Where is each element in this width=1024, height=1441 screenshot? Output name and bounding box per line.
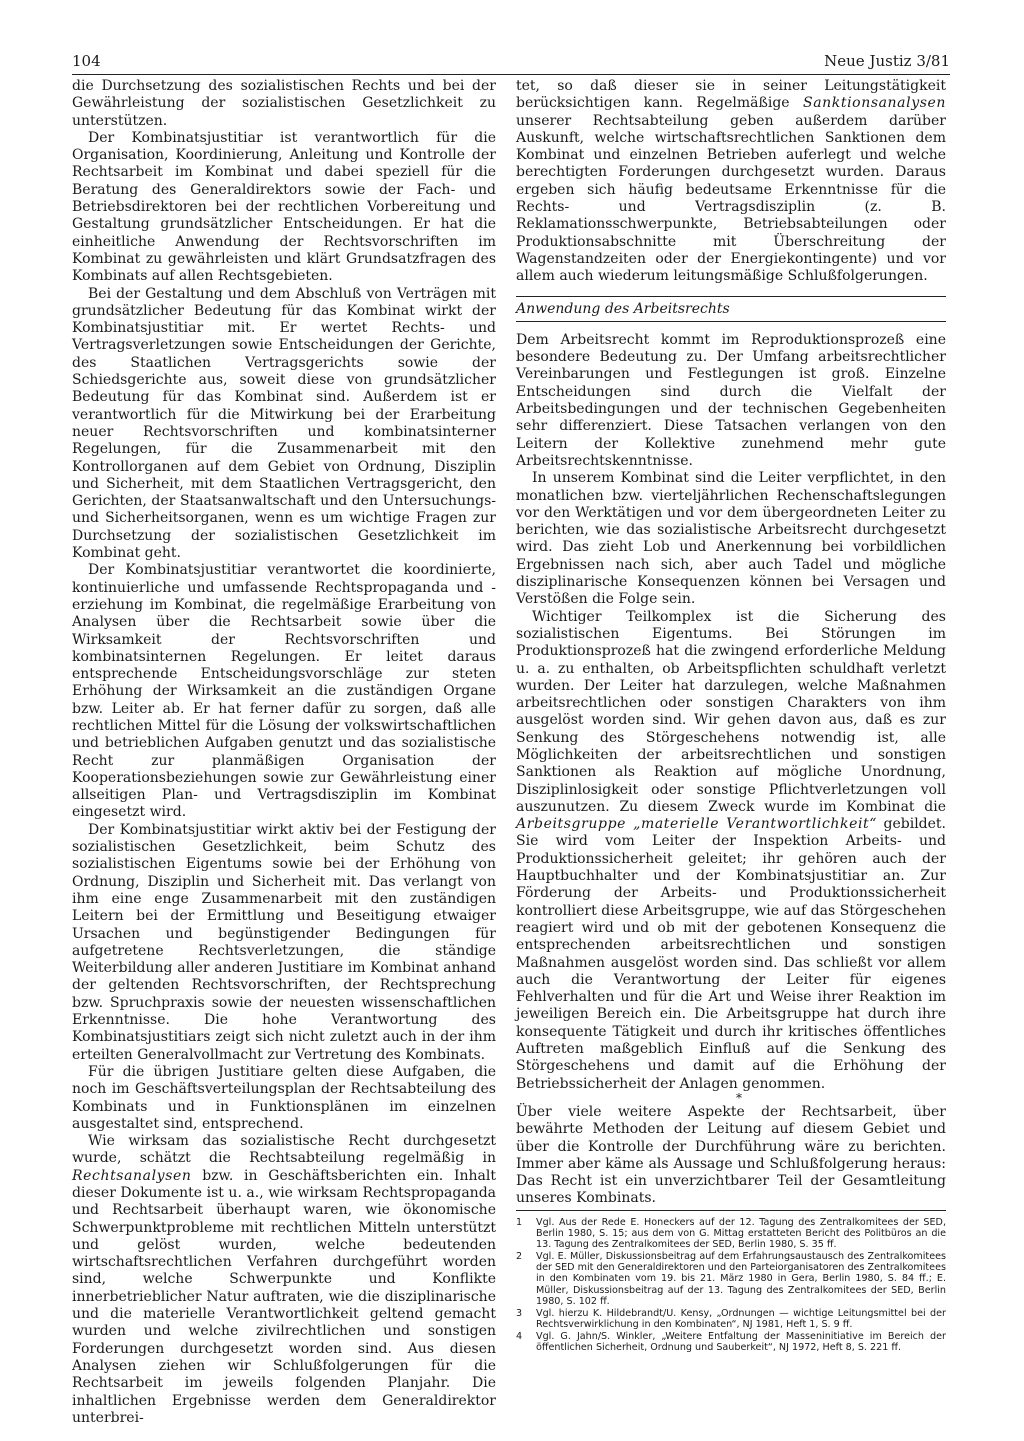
journal-reference: Neue Justiz 3/81 — [824, 52, 950, 70]
paragraph-text: Wichtiger Teilkomplex ist die Sicherung des sozialistischen Eigentums. Bei Störungen im Produktionsprozeß hat die zwingend erforderliche Meldung u. a. zu enthalten, ob Arbeitspflichten schuldhaft verletzt wurden. Der Leiter hat darzulegen, welche Maßnahmen arbeitsrechtlichen oder sonstigen Charakters von ihm ausgelöst worden sind. Wir gehen davon aus, daß es zur Senkung des Störgeschehens notwendig ist, alle Möglichkeiten der arbeitsrechtlichen und sonstigen Sanktionen als Reaktion auf mögliche Unordnung, Disziplinlosigkeit oder sonstige Pflichtverletzungen voll auszunutzen. Zu diesem Zweck wurde im Kombinat die — [516, 608, 946, 815]
footnote-text: Vgl. Aus der Rede E. Honeckers auf der 12. Tagung des Zentralkomitees der SED, Berlin 1980, S. 15; aus dem von G. Mittag erstatteten Bericht des Politbüros an die 13. Tagung des Zentralkomitees der SED, Berlin 1980, S. 35 ff. — [536, 1217, 946, 1251]
footnote — [516, 1331, 946, 1353]
paragraph: die Durchsetzung des sozialistischen Rechts und bei der Gewährleistung der sozialistischen Gesetzlichkeit zu unterstützen. — [72, 78, 496, 129]
paragraph-text: Wie wirksam das sozialistische Recht durchgesetzt wurde, schätzt die Rechtsabteilung regelmäßig in — [72, 1133, 496, 1167]
page-number: 104 — [72, 52, 101, 70]
footnote-number: 3 — [516, 1307, 523, 1319]
footnote-text: Vgl. G. Jahn/S. Winkler, „Weitere Entfaltung der Masseninitiative im Bereich der öffentlichen Sicherheit, Ordnung und Sauberkeit“, NJ 1972, Heft 8, S. 221 ff. — [536, 1330, 946, 1354]
footnote-text: Vgl. hierzu K. Hildebrandt/U. Kensy, „Ordnungen — wichtige Leitungsmittel bei der Rechtsverwirklichung in den Kombinaten“, NJ 1981, Heft 1, S. 9 ff. — [536, 1307, 946, 1330]
paragraph-text: tet, so daß dieser sie in seiner Leitungstätigkeit berücksichtigen kann. Regelmäßige — [516, 78, 946, 112]
paragraph — [516, 78, 946, 286]
footnote — [516, 1251, 946, 1306]
paragraph: Bei der Gestaltung und dem Abschluß von Verträgen mit grundsätzlicher Bedeutung für das Kombinat wirkt der Kombinatsjustitiar mit. Er wertet Rechts- und Vertragsverletzungen sowie Entscheidungen der Gerichte, des Staatlichen Vertragsgerichts sowie der Schiedsgerichte aus, soweit diese von grundsätzlicher Bedeutung für das Kombinat sind. Außerdem ist er verantwortlich für die Mitwirkung bei der Erarbeitung neuer Rechtsvorschriften und kombinatsinterner Regelungen, für die Zusammenarbeit mit den Kontrollorganen auf dem Gebiet von Ordnung, Disziplin und Sicherheit, mit dem Staatlichen Vertragsgericht, den Gerichten, der Staatsanwaltschaft und den Untersuchungs- und Sicherheitsorganen, wenn es um wichtige Fragen zur Durchsetzung der sozialistischen Gesetzlichkeit im Kombinat geht. — [72, 285, 496, 562]
paragraph — [72, 1133, 496, 1427]
paragraph: In unserem Kombinat sind die Leiter verpflichtet, in den monatlichen bzw. vierteljährlichen Rechenschaftslegungen vor den Werktätigen und vor dem übergeordneten Leiter zu berichten, wie das sozialistische Arbeitsrecht durchgesetzt wird. Das zieht Lob und Anerkennung bei vorbildlichen Ergebnissen nach sich, aber auch Tadel und mögliche disziplinarische Konsequenzen können bei Versagen und Verstößen die Folge sein. — [516, 470, 946, 608]
section-separator: * — [736, 1090, 742, 1105]
paragraph — [516, 609, 946, 1093]
paragraph-text: bzw. in Geschäftsberichten ein. Inhalt dieser Dokumente ist u. a., wie wirksam Rechtspropaganda und Rechtsarbeit überhaupt waren, wie ökonomische Schwerpunktprobleme mit rechtlichen Mitteln unterstützt und gelöst wurden, welche bedeutenden wirtschaftsrechtlichen Verfahren durchgeführt worden sind, welche Schwerpunkte und Konflikte innerbetrieblicher Natur auftraten, wie die disziplinarische und die materielle Verantwortlichkeit geltend gemacht wurden und welche zivilrechtlichen und sonstigen Forderungen durchgesetzt worden sind. Aus diesen Analysen ziehen wir Schlußfolgerungen für die Rechtsarbeit im jeweils folgenden Planjahr. Die inhaltlichen Ergebnisse werden dem Generaldirektor unterbrei- — [72, 1167, 496, 1426]
paragraph-text: unserer Rechtsabteilung geben außerdem darüber Auskunft, welche wirtschaftsrechtlichen Sanktionen dem Kombinat und einzelnen Betrieben auferlegt und welche berechtigten Forderungen durchgesetzt wurden. Daraus ergeben sich häufig bedeutsame Erkenntnisse für die Rechts- und Vertragsdisziplin (z. B. Reklamationsschwerpunkte, Betriebsabteilungen oder Produktionsabschnitte mit Überschreitung der Wagenstandzeiten oder der Energiekontingente) und vor allem auch wiederum leitungsmäßige Schlußfolgerungen. — [516, 112, 946, 285]
paragraph: Der Kombinatsjustitiar verantwortet die koordinierte, kontinuierliche und umfassende Rechtspropaganda und -erziehung im Kombinat, die regelmäßige Erarbeitung von Analysen über die Rechtsarbeit sowie über die Wirksamkeit der Rechtsvorschriften und kombinatsinternen Regelungen. Er leitet daraus entsprechende Entscheidungsvorschläge zur steten Erhöhung der Wirksamkeit an die zuständigen Organe bzw. Leiter ab. Er hat ferner dafür zu sorgen, daß alle rechtlichen Mittel für die Lösung der volkswirtschaftlichen und betrieblichen Aufgaben genutzt und das sozialistische Recht zur planmäßigen Organisation der Kooperationsbeziehungen sowie zur Gewährleistung einer allseitigen Plan- und Vertragsdisziplin im Kombinat eingesetzt wird. — [72, 562, 496, 821]
footnote — [516, 1217, 946, 1250]
right-column — [516, 78, 946, 1208]
paragraph: Der Kombinatsjustitiar ist verantwortlich für die Organisation, Koordinierung, Anleitung und Kontrolle der Rechtsarbeit im Kombinat und dabei speziell für die Beratung des Generaldirektors sowie der Fach- und Betriebsdirektoren bei der rechtlichen Vorbereitung und Gestaltung grundsätzlicher Entscheidungen. Er hat die einheitliche Anwendung der Rechtsvorschriften im Kombinat zu gewährleisten und klärt Grundsatzfragen des Kombinats auf allen Rechtsgebieten. — [72, 129, 496, 285]
left-column — [72, 78, 496, 1427]
footnote-text: Vgl. E. Müller, Diskussionsbeitrag auf dem Erfahrungsaustausch des Zentralkomitees der SED mit den Generaldirektoren und den Parteiorganisatoren des Zentralkomitees in den Kombinaten vom 19. bis 21. März 1980 in Gera, Berlin 1980, S. 84 ff.; E. Müller, Diskussionsbeitrag auf der 13. Tagung des Zentralkomitees der SED, Berlin 1980, S. 102 ff. — [536, 1251, 946, 1307]
emphasized-term: Rechtsanalysen — [72, 1167, 192, 1184]
paragraph-text: gebildet. Sie wird vom Leiter der Inspektion Arbeits- und Produktionssicherheit geleitet; ihr gehören auch der Hauptbuchhalter und der Kombinatsjustitiar an. Zur Förderung der Arbeits- und Produktionssicherheit kontrolliert diese Arbeitsgruppe, wie auf das Störgeschehen reagiert wird und ob mit der gebotenen Konsequenz die entsprechenden arbeitsrechtlichen und sonstigen Maßnahmen ausgelöst worden sind. Das schließt vor allem auch die Verantwortung der Leiter für eigenes Fehlverhalten und für die Art und Weise ihrer Reaktion im jeweiligen Bereich ein. Die Arbeitsgruppe hat durch ihre konsequente Tätigkeit und durch ihr kritisches öffentliches Auftreten maßgeblich Einfluß auf die Senkung des Störgeschehens und damit auf die Erhöhung der Betriebssicherheit der Anlagen genommen. — [516, 816, 946, 1092]
footnote-number: 4 — [516, 1330, 523, 1342]
footnotes — [516, 1210, 946, 1354]
footnote-number: 2 — [516, 1251, 523, 1263]
page-header — [72, 48, 950, 75]
paragraph: Dem Arbeitsrecht kommt im Reproduktionsprozeß eine besondere Bedeutung zu. Der Umfang arbeitsrechtlicher Vereinbarungen und Festlegungen ist groß. Einzelne Entscheidungen sind durch die Vielfalt der Arbeitsbedingungen und der technischen Gegebenheiten sehr differenziert. Diese Tatsachen verlangen von den Leitern der Kollektive zunehmend mehr gute Arbeitsrechtskenntnisse. — [516, 331, 946, 469]
emphasized-term: Sanktionsanalysen — [803, 95, 946, 112]
footnote-number: 1 — [516, 1217, 523, 1228]
section-heading: Anwendung des Arbeitsrechts — [516, 296, 946, 322]
paragraph: Für die übrigen Justitiare gelten diese Aufgaben, die noch im Geschäftsverteilungsplan der Rechtsabteilung des Kombinats und in Funktionsplänen im einzelnen ausgestaltet sind, entsprechend. — [72, 1063, 496, 1132]
footnote — [516, 1308, 946, 1330]
paragraph: Der Kombinatsjustitiar wirkt aktiv bei der Festigung der sozialistischen Gesetzlichkeit, beim Schutz des sozialistischen Eigentums sowie bei der Erhöhung von Ordnung, Disziplin und Sicherheit mit. Das verlangt von ihm eine enge Zusammenarbeit mit den zuständigen Leitern bei der Ermittlung und Beseitigung etwaiger Ursachen und begünstigender Bedingungen für aufgetretene Rechtsverletzungen, die ständige Weiterbildung aller anderen Justitiare im Kombinat anhand der geltenden Rechtsvorschriften, der Rechtsprechung bzw. Spruchpraxis sowie der neuesten wissenschaftlichen Erkenntnisse. Die hohe Verantwortung des Kombinatsjustitiars zeigt sich nicht zuletzt auch in der ihm erteilten Generalvollmacht zur Vertretung des Kombinats. — [72, 821, 496, 1063]
emphasized-term: Arbeitsgruppe „materielle Verantwortlichkeit“ — [516, 816, 878, 833]
paragraph: Über viele weitere Aspekte der Rechtsarbeit, über bewährte Methoden der Leitung auf diesem Gebiet und über die Kontrolle der Durchführung wäre zu berichten. Immer aber käme als Aussage und Schlußfolgerung heraus: Das Recht ist ein unverzichtbarer Teil der Gesamtleitung unseres Kombinats. — [516, 1103, 946, 1207]
